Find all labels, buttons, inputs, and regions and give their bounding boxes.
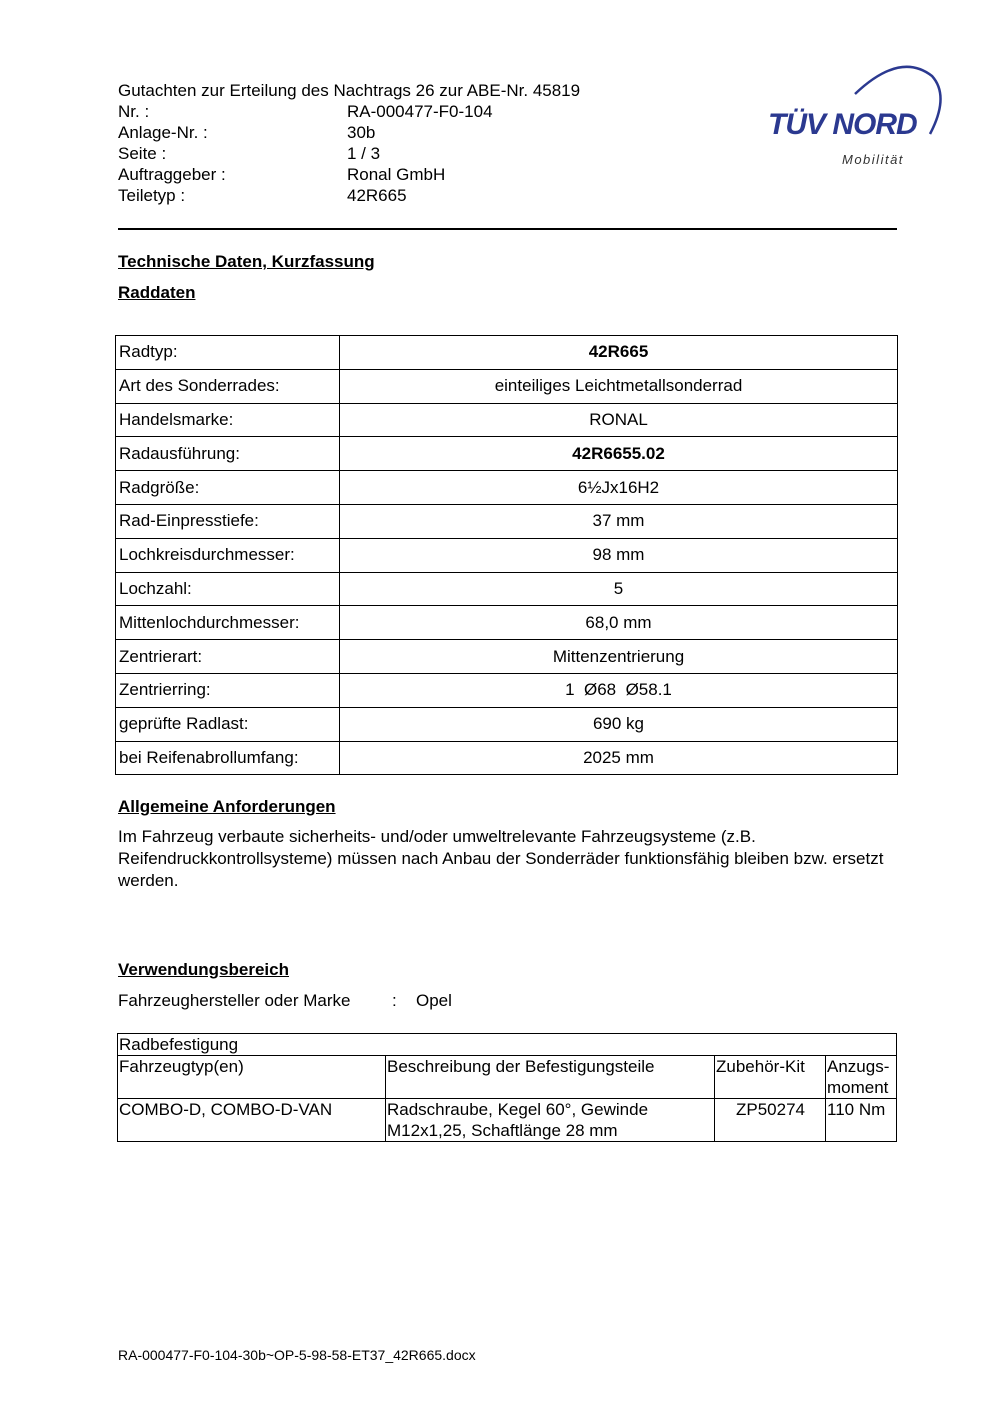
wheel-value-cell: 5: [340, 572, 898, 606]
header-label-anlage: Anlage-Nr. :: [118, 123, 208, 142]
wheel-label-cell: Mittenlochdurchmesser:: [116, 606, 340, 640]
table-row: [116, 572, 898, 606]
table-row: [118, 1034, 897, 1056]
wheel-label-cell: Radgröße:: [116, 471, 340, 505]
logo-brand: TÜV NORD: [768, 108, 917, 141]
header-value-auftraggeber: Ronal GmbH: [347, 165, 446, 184]
tuv-nord-logo: [760, 56, 945, 171]
table-row: [118, 1099, 897, 1142]
header-label-seite: Seite :: [118, 144, 167, 163]
table-row: [116, 673, 898, 707]
table-row: [116, 504, 898, 538]
wheel-label-cell: Zentrierart:: [116, 640, 340, 674]
table-row: [116, 471, 898, 505]
wheel-label-cell: Zentrierring:: [116, 673, 340, 707]
wheel-label-cell: bei Reifenabrollumfang:: [116, 741, 340, 775]
wheel-value-cell: 37 mm: [340, 504, 898, 538]
table-row: [116, 437, 898, 471]
wheel-value-cell: Mittenzentrierung: [340, 640, 898, 674]
wheel-data-table: [115, 335, 898, 775]
wheel-value-cell: 42R665: [340, 336, 898, 370]
wheel-label-cell: geprüfte Radlast:: [116, 707, 340, 741]
manufacturer-separator: :: [392, 991, 397, 1010]
logo-subtitle: Mobilität: [842, 152, 904, 167]
cell-torque: 110 Nm: [826, 1099, 897, 1142]
wheel-value-cell: einteiliges Leichtmetallsonderrad: [340, 369, 898, 403]
table-row: [116, 538, 898, 572]
cell-description: Radschraube, Kegel 60°, Gewinde M12x1,25, Schaftlänge 28 mm: [386, 1099, 715, 1142]
heading-technical-data: Technische Daten, Kurzfassung: [118, 252, 375, 271]
header-label-nr: Nr. :: [118, 102, 150, 121]
wheel-value-cell: 2025 mm: [340, 741, 898, 775]
footer-filename: RA-000477-F0-104-30b~OP-5-98-58-ET37_42R665.docx: [118, 1347, 476, 1363]
heading-wheel-data: Raddaten: [118, 283, 196, 302]
header-value-teiletyp: 42R665: [347, 186, 407, 205]
table-header-row: [118, 1056, 897, 1099]
wheel-fastening-table: [117, 1033, 897, 1142]
header-value-anlage: 30b: [347, 123, 376, 142]
manufacturer-value: Opel: [416, 991, 452, 1010]
table-row: [116, 403, 898, 437]
table-row: [116, 606, 898, 640]
wheel-label-cell: Radausführung:: [116, 437, 340, 471]
wheel-label-cell: Lochzahl:: [116, 572, 340, 606]
header-vehicle-type: Fahrzeugtyp(en): [118, 1056, 386, 1099]
table-row: [116, 369, 898, 403]
heading-usage-area: Verwendungsbereich: [118, 960, 289, 979]
header-divider: [118, 228, 897, 230]
table-row: [116, 336, 898, 370]
fastening-caption: Radbefestigung: [118, 1034, 897, 1056]
cell-accessory-kit: ZP50274: [715, 1099, 826, 1142]
wheel-value-cell: 1 Ø68 Ø58.1: [340, 673, 898, 707]
wheel-label-cell: Radtyp:: [116, 336, 340, 370]
heading-general-requirements: Allgemeine Anforderungen: [118, 797, 336, 816]
header-accessory-kit: Zubehör-Kit: [715, 1056, 826, 1099]
wheel-value-cell: 6½Jx16H2: [340, 471, 898, 505]
wheel-value-cell: 690 kg: [340, 707, 898, 741]
header-label-teiletyp: Teiletyp :: [118, 186, 186, 205]
header-value-nr: RA-000477-F0-104: [347, 102, 493, 121]
wheel-label-cell: Rad-Einpresstiefe:: [116, 504, 340, 538]
table-row: [116, 640, 898, 674]
header-label-auftraggeber: Auftraggeber :: [118, 165, 226, 184]
wheel-label-cell: Art des Sonderrades:: [116, 369, 340, 403]
header-description: Beschreibung der Befestigungsteile: [386, 1056, 715, 1099]
wheel-value-cell: 98 mm: [340, 538, 898, 572]
manufacturer-label: Fahrzeughersteller oder Marke: [118, 991, 351, 1010]
header-value-seite: 1 / 3: [347, 144, 381, 163]
table-row: [116, 741, 898, 775]
wheel-value-cell: 42R6655.02: [340, 437, 898, 471]
cell-vehicle-type: COMBO-D, COMBO-D-VAN: [118, 1099, 386, 1142]
wheel-value-cell: 68,0 mm: [340, 606, 898, 640]
general-requirements-text: Im Fahrzeug verbaute sicherheits- und/oder umweltrelevante Fahrzeugsysteme (z.B. Reifendruckkontrollsysteme) müssen nach Anbau der Sonderräder funktionsfähig bleiben bzw. ersetzt werden.: [118, 827, 884, 890]
wheel-label-cell: Handelsmarke:: [116, 403, 340, 437]
wheel-label-cell: Lochkreisdurchmesser:: [116, 538, 340, 572]
table-row: [116, 707, 898, 741]
document-title: Gutachten zur Erteilung des Nachtrags 26 zur ABE-Nr. 45819: [118, 81, 581, 100]
wheel-value-cell: RONAL: [340, 403, 898, 437]
header-torque: Anzugs-moment: [826, 1056, 897, 1099]
